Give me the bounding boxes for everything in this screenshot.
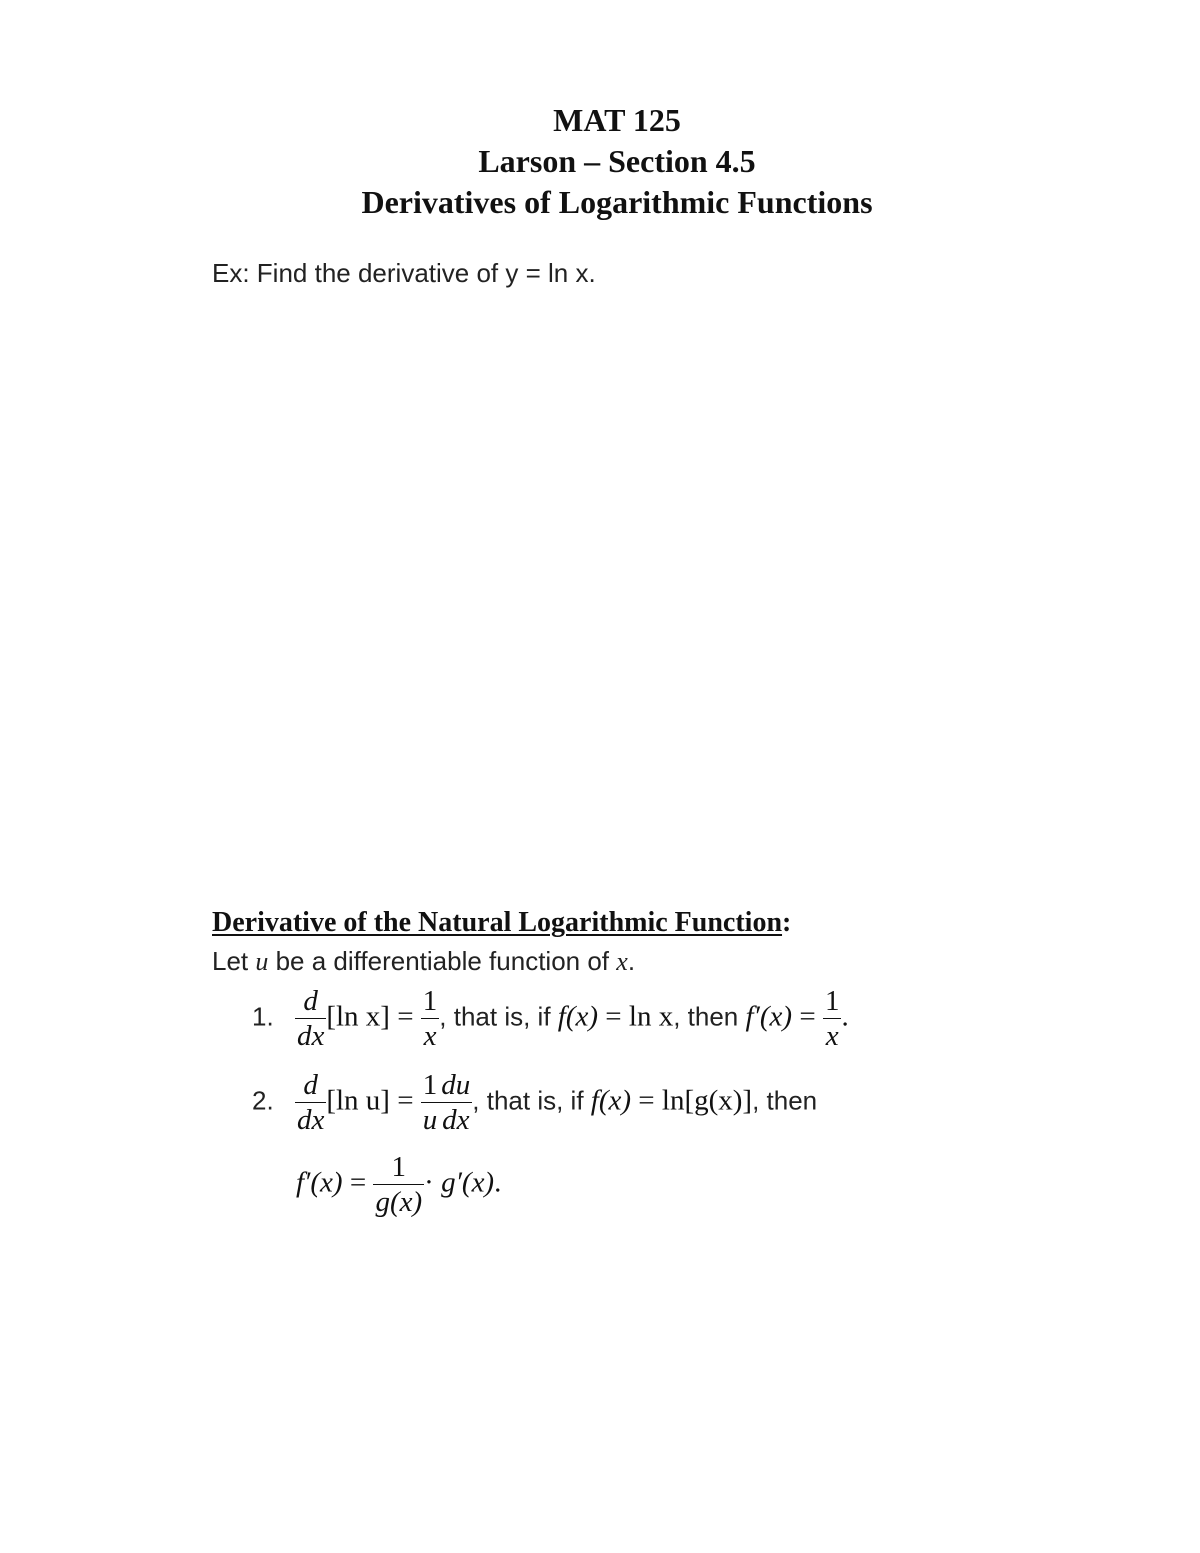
section-title: Larson – Section 4.5 xyxy=(478,143,756,179)
rule-heading-text: Derivative of the Natural Logarithmic Function xyxy=(212,907,783,938)
numerator-one: 1 xyxy=(422,1069,438,1101)
that-is-text: , that is, if xyxy=(439,1001,558,1032)
intro-end: . xyxy=(627,946,636,976)
denominator-x-2: x xyxy=(825,1020,839,1053)
intro-mid: be a differentiable function of xyxy=(268,946,617,976)
fraction-d-dx-2 xyxy=(295,1070,326,1136)
fraction-bar xyxy=(421,1102,440,1103)
f-prime-of-x: f′(x) xyxy=(296,1166,343,1199)
fraction-bar xyxy=(421,1018,440,1019)
fraction-du-dx xyxy=(439,1070,472,1136)
equals-ln-x: = ln x xyxy=(605,1000,674,1033)
document-header xyxy=(0,100,1200,223)
numerator-d: d xyxy=(303,985,318,1017)
denominator-dx: dx xyxy=(296,1104,325,1137)
fraction-1-over-x-result xyxy=(823,986,842,1052)
numerator-one-2: 1 xyxy=(824,985,840,1017)
rule-heading xyxy=(212,907,791,939)
intro-prefix: Let xyxy=(212,946,256,976)
bracket-ln-u: [ln u] xyxy=(326,1084,390,1117)
fraction-d-dx-1 xyxy=(295,986,326,1052)
denominator-u: u xyxy=(422,1104,438,1137)
formula-2 xyxy=(252,1070,817,1136)
intro-var-x: x xyxy=(616,947,628,976)
f-prime-of-x: f′(x) xyxy=(745,1000,793,1033)
denominator-g-of-x: g(x) xyxy=(375,1186,423,1219)
numerator-du: du xyxy=(441,1069,471,1101)
denominator-dx: dx xyxy=(296,1020,325,1053)
period: . xyxy=(841,1000,849,1033)
rule-intro xyxy=(212,946,635,977)
fraction-bar xyxy=(823,1018,842,1019)
period: . xyxy=(494,1166,502,1199)
formula-1 xyxy=(252,986,849,1052)
rule-heading-colon: : xyxy=(782,907,792,938)
then-text: , then xyxy=(673,1001,746,1032)
item-number-2: 2. xyxy=(252,1085,274,1116)
topic-title: Derivatives of Logarithmic Functions xyxy=(361,184,873,220)
equals-sign-2: = xyxy=(799,1000,816,1033)
denominator-dx-2: dx xyxy=(442,1104,470,1137)
numerator-d: d xyxy=(303,1069,318,1101)
equals-sign: = xyxy=(397,1084,414,1117)
intro-var-u: u xyxy=(255,947,269,976)
example-prompt: Ex: Find the derivative of y = ln x. xyxy=(212,258,596,288)
fraction-bar xyxy=(373,1184,424,1185)
fraction-bar xyxy=(295,1102,326,1103)
equals-sign: = xyxy=(349,1166,367,1199)
numerator-one: 1 xyxy=(422,985,438,1017)
g-prime-of-x: g′(x) xyxy=(441,1166,495,1199)
f-of-x: f(x) xyxy=(557,1000,599,1033)
then-text: , then xyxy=(752,1085,818,1116)
denominator-x: x xyxy=(423,1020,437,1053)
course-title: MAT 125 xyxy=(553,102,681,138)
equals-ln-g-of-x: = ln[g(x)] xyxy=(638,1084,753,1117)
formula-2-continued xyxy=(296,1152,501,1218)
that-is-text: , that is, if xyxy=(472,1085,591,1116)
item-number-1: 1. xyxy=(252,1001,274,1032)
multiplication-dot: · xyxy=(424,1166,434,1199)
equals-sign: = xyxy=(397,1000,414,1033)
fraction-1-over-u xyxy=(421,1070,440,1136)
fraction-1-over-g-of-x xyxy=(373,1152,424,1218)
fraction-bar xyxy=(295,1018,326,1019)
numerator-one: 1 xyxy=(391,1151,407,1183)
fraction-1-over-x xyxy=(421,986,440,1052)
f-of-x: f(x) xyxy=(590,1084,632,1117)
fraction-bar xyxy=(439,1102,472,1103)
bracket-ln-x: [ln x] xyxy=(326,1000,390,1033)
